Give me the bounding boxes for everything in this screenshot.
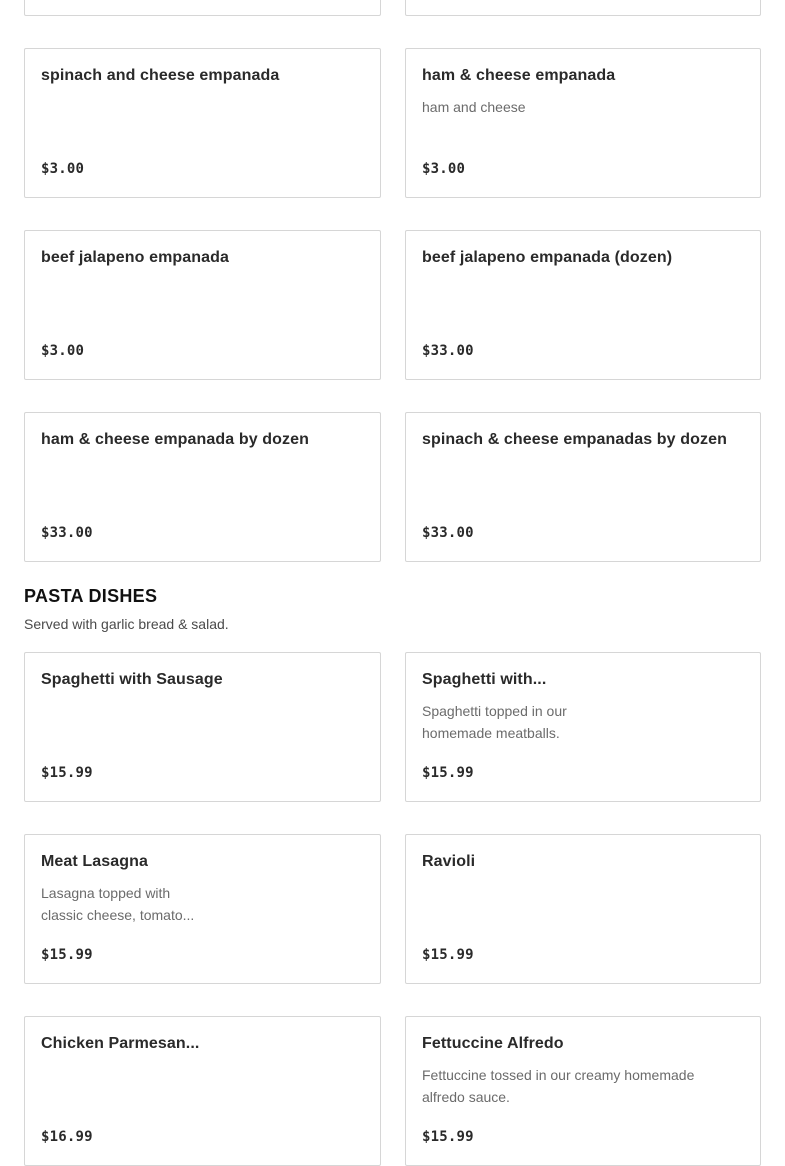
menu-item-name: beef jalapeno empanada — [41, 249, 230, 266]
menu-item-price: $3.00 — [41, 161, 85, 177]
menu-item-name: Meat Lasagna — [41, 853, 149, 870]
description-line: homemade meatballs. — [422, 725, 560, 741]
menu-item-card[interactable] — [405, 652, 761, 802]
menu-item-description: ham and cheese — [422, 99, 526, 115]
menu-item-name: Spaghetti with... — [422, 671, 547, 688]
menu-item-card[interactable] — [405, 834, 761, 984]
menu-item-name: Fettuccine Alfredo — [422, 1035, 564, 1052]
menu-item-price: $15.99 — [422, 947, 474, 963]
menu-item-description — [422, 1064, 694, 1108]
menu-item-card[interactable] — [405, 1016, 761, 1166]
menu-item-name: spinach and cheese empanada — [41, 67, 280, 84]
menu-item-card[interactable] — [24, 0, 381, 16]
menu-item-name: Ravioli — [422, 853, 476, 870]
menu-item-card[interactable] — [405, 230, 761, 380]
menu-item-name: Chicken Parmesan... — [41, 1035, 200, 1052]
menu-item-price: $16.99 — [41, 1129, 93, 1145]
menu-item-card[interactable] — [405, 412, 761, 562]
menu-item-card[interactable] — [24, 48, 381, 198]
description-line: Spaghetti topped in our — [422, 703, 567, 719]
menu-item-price: $15.99 — [422, 1129, 474, 1145]
menu-item-card[interactable] — [24, 230, 381, 380]
description-line: Lasagna topped with — [41, 885, 171, 901]
menu-item-description — [422, 700, 567, 744]
menu-item-price: $33.00 — [422, 343, 474, 359]
menu-item-price: $3.00 — [41, 343, 85, 359]
menu-item-card[interactable] — [24, 412, 381, 562]
menu-item-card[interactable] — [405, 0, 761, 16]
menu-item-price: $3.00 — [422, 161, 466, 177]
description-line: Fettuccine tossed in our creamy homemade — [422, 1067, 695, 1083]
description-line: alfredo sauce. — [422, 1089, 510, 1105]
menu-item-card[interactable] — [405, 48, 761, 198]
menu-item-card[interactable] — [24, 834, 381, 984]
menu-item-name: ham & cheese empanada — [422, 67, 616, 84]
menu-item-name: beef jalapeno empanada (dozen) — [422, 249, 673, 266]
menu-item-price: $15.99 — [41, 947, 93, 963]
menu-item-card[interactable] — [24, 1016, 381, 1166]
section-subtitle: Served with garlic bread & salad. — [24, 616, 229, 632]
menu-item-price: $33.00 — [422, 525, 474, 541]
menu-item-name: Spaghetti with Sausage — [41, 671, 223, 688]
menu-item-price: $15.99 — [422, 765, 474, 781]
menu-item-card[interactable] — [24, 652, 381, 802]
menu-item-name: spinach & cheese empanadas by dozen — [422, 431, 727, 448]
section-title: PASTA DISHES — [24, 586, 158, 606]
description-line: classic cheese, tomato... — [41, 907, 195, 923]
menu-item-price: $15.99 — [41, 765, 93, 781]
menu-item-name: ham & cheese empanada by dozen — [41, 431, 309, 448]
menu-item-price: $33.00 — [41, 525, 93, 541]
menu-item-description — [41, 882, 194, 926]
